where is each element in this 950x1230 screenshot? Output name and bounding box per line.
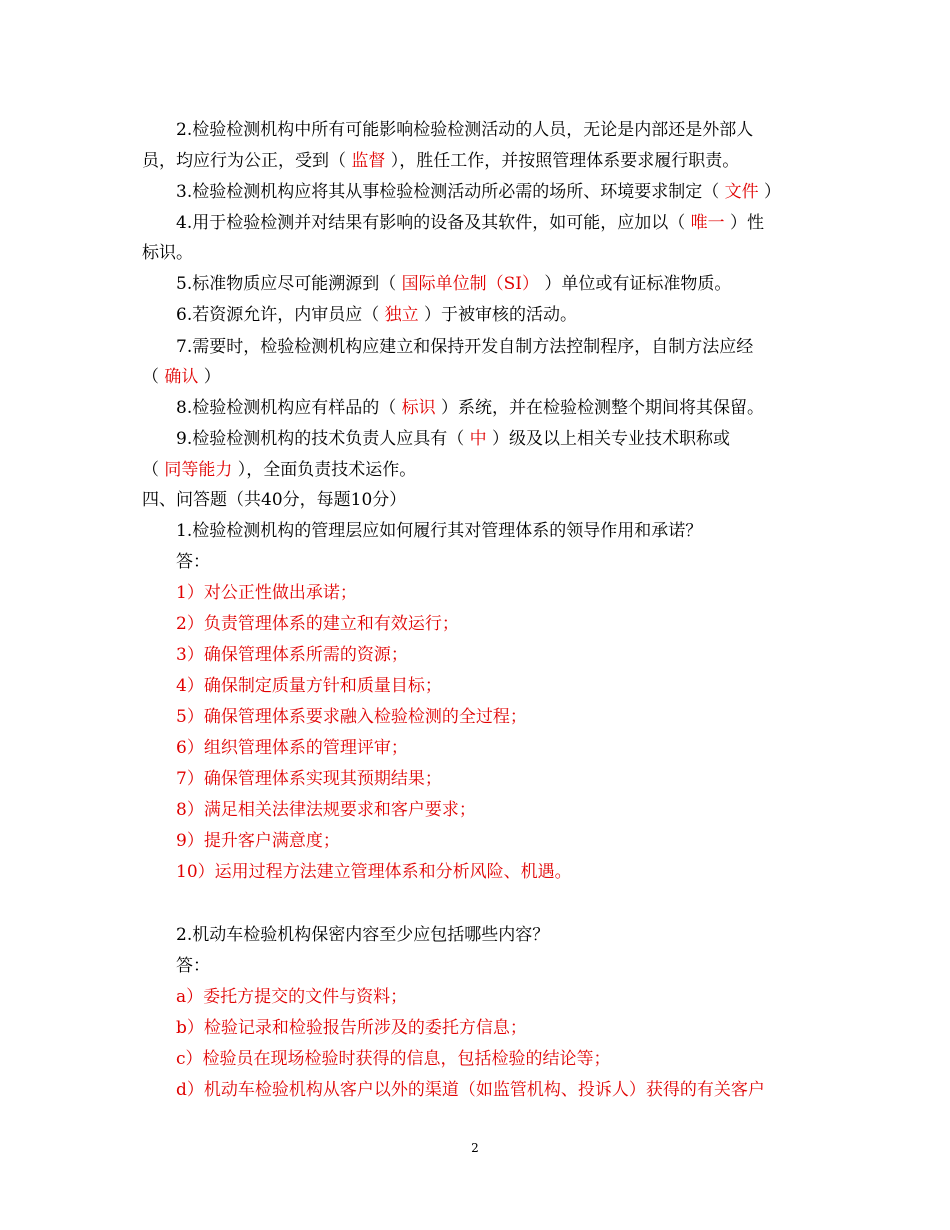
item-text: 3.检验检测机构应将其从事检验检测活动所必需的场所、环境要求制定（: [176, 182, 725, 202]
item-5-line-1: [176, 274, 731, 294]
answer-item: 9）提升客户满意度；: [176, 831, 340, 851]
item-text: ）性: [724, 213, 765, 233]
item-text: ）于被审核的活动。: [418, 305, 578, 325]
item-text: 9.检验检测机构的技术负责人应具有（: [176, 429, 470, 449]
item-7-line-1: [176, 337, 753, 357]
answer-item: 2）负责管理体系的建立和有效运行；: [176, 614, 459, 634]
blank-answer: 确认: [164, 367, 199, 387]
answer-item: 10）运用过程方法建立管理体系和分析风险、机遇。: [176, 862, 572, 882]
answer-item: 1）对公正性做出承诺；: [176, 583, 357, 603]
item-text: 7.需要时，检验检测机构应建立和保持开发自制方法控制程序，自制方法应经: [176, 337, 754, 357]
item-9-line-1: [176, 429, 730, 449]
answer-item: 6）组织管理体系的管理评审；: [176, 738, 408, 758]
answer-item: 4）确保制定质量方针和质量目标；: [176, 676, 442, 696]
item-text: ）: [758, 182, 782, 202]
item-text: ）: [198, 367, 221, 387]
answer-item: c）检验员在现场检验时获得的信息，包括检验的结论等；: [176, 1049, 611, 1069]
blank-answer: 标识: [401, 398, 436, 418]
answer-item: a）委托方提交的文件与资料；: [176, 987, 408, 1007]
blank-answer: 监督: [351, 151, 386, 171]
item-text: 4.用于检验检测并对结果有影响的设备及其软件，如可能，应加以（: [176, 213, 691, 233]
blank-answer: 国际单位制（SI）: [401, 274, 539, 294]
item-text: 6.若资源允许，内审员应（: [176, 305, 385, 325]
page-number: 2: [471, 1141, 479, 1155]
answer-item: b）检验记录和检验报告所涉及的委托方信息；: [176, 1018, 527, 1038]
item-text: 标识。: [142, 243, 193, 263]
item-3-line-1: [176, 182, 781, 202]
item-4-line-1: [176, 213, 764, 233]
answer-label: 答：: [176, 956, 210, 976]
item-text: 员，均应行为公正，受到（: [142, 151, 352, 171]
item-text: ），胜任工作，并按照管理体系要求履行职责。: [385, 151, 740, 171]
blank-answer: 唯一: [690, 213, 725, 233]
blank-answer: 中: [469, 429, 487, 449]
item-text: 2.检验检测机构中所有可能影响检验检测活动的人员，无论是内部还是外部人: [176, 120, 754, 140]
blank-answer: 文件: [724, 182, 759, 202]
blank-answer: 独立: [384, 305, 419, 325]
answer-item: 7）确保管理体系实现其预期结果；: [176, 769, 442, 789]
item-2-line-2: [142, 151, 739, 171]
item-text: 8.检验检测机构应有样品的（: [176, 398, 402, 418]
item-text: ），全面负责技术运作。: [232, 460, 417, 480]
item-text: （: [142, 460, 165, 480]
item-8-line-1: [176, 398, 764, 418]
question-2: 2.机动车检验机构保密内容至少应包括哪些内容？: [176, 925, 550, 945]
answer-item: 8）满足相关法律法规要求和客户要求；: [176, 800, 476, 820]
item-4-line-2: [142, 243, 193, 263]
answer-item: 3）确保管理体系所需的资源；: [176, 645, 408, 665]
item-text: 5.标准物质应尽可能溯源到（: [176, 274, 402, 294]
item-9-line-2: [142, 460, 416, 480]
item-text: ）单位或有证标准物质。: [539, 274, 732, 294]
item-7-line-2: [142, 367, 221, 387]
answer-item: d）机动车检验机构从客户以外的渠道（如监管机构、投诉人）获得的有关客户: [176, 1080, 765, 1100]
item-6-line-1: [176, 305, 577, 325]
question-1: 1.检验检测机构的管理层应如何履行其对管理体系的领导作用和承诺？: [176, 521, 703, 541]
answer-label: 答：: [176, 552, 210, 572]
item-text: ）级及以上相关专业技术职称或: [486, 429, 731, 449]
answer-item: 5）确保管理体系要求融入检验检测的全过程；: [176, 707, 527, 727]
item-text: ）系统，并在检验检测整个期间将其保留。: [435, 398, 765, 418]
section-heading: 四、问答题（共40分，每题10分）: [142, 490, 407, 510]
item-2-line-1: [176, 120, 753, 140]
blank-answer: 同等能力: [164, 460, 233, 480]
item-text: （: [142, 367, 165, 387]
